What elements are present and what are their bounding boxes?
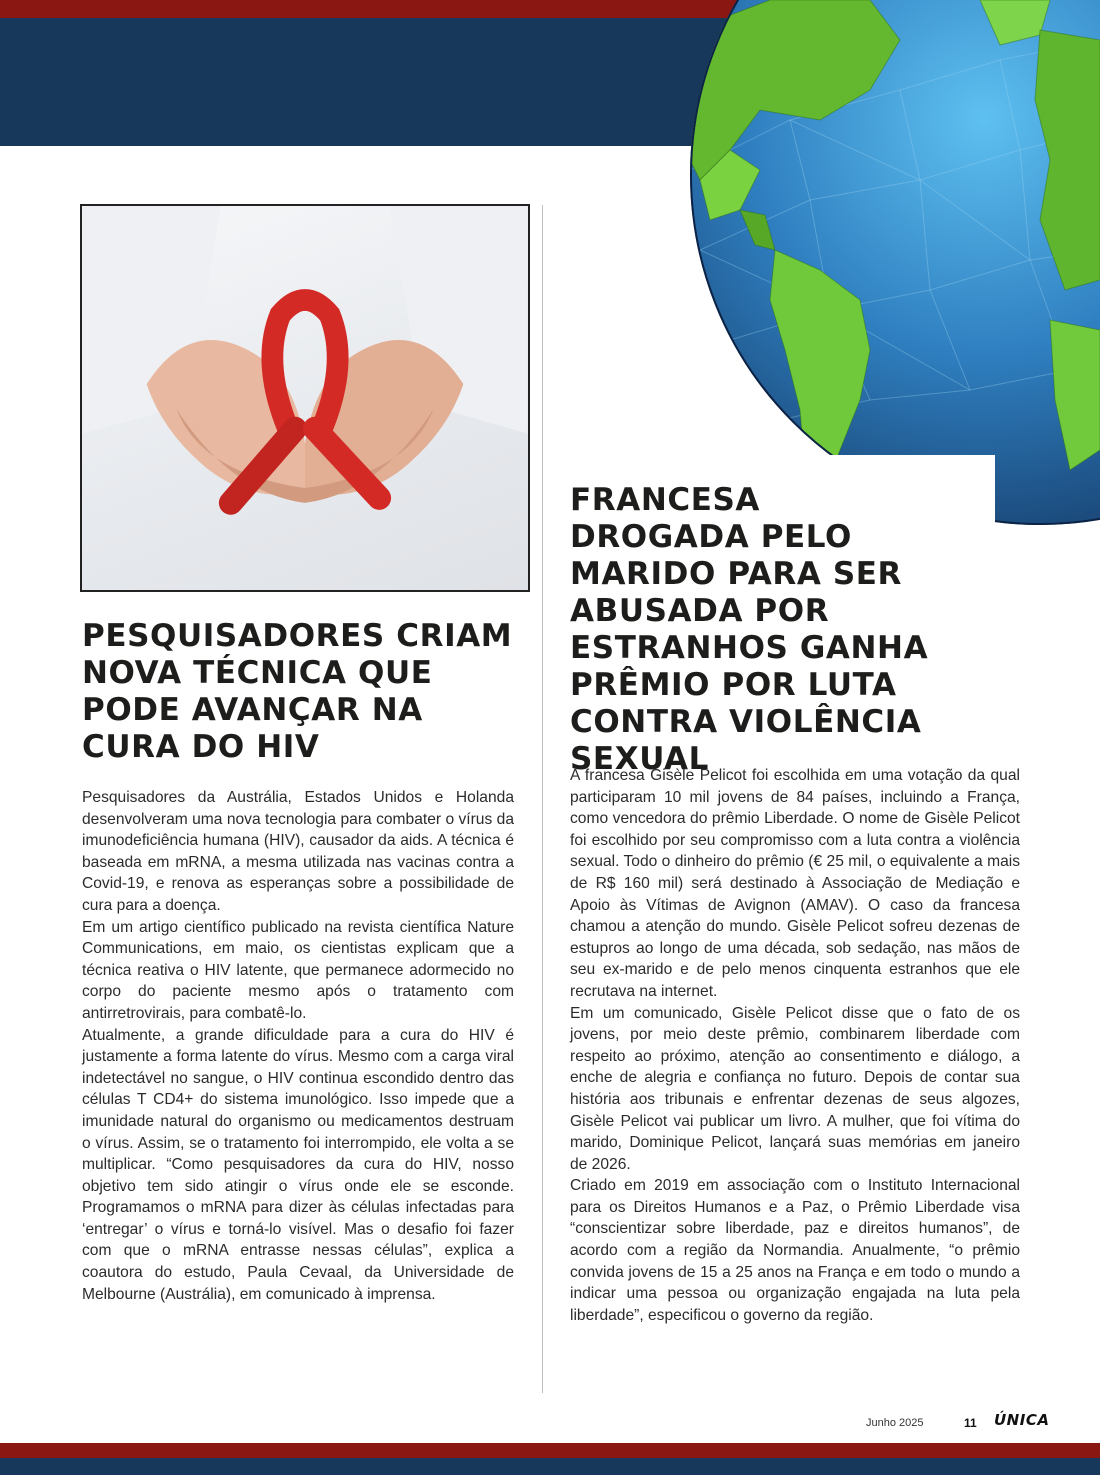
right-article-paragraph: Em um comunicado, Gisèle Pelicot disse que o fato de os jovens, por meio deste prêmio, combinarem liberdade com respeito ao próximo, atenção ao consentimento e diálogo, a enche de alegria e confiança no futuro. Depois de contar sua história aos tribunais e enfrentar dezenas de seus algozes, Gisèle Pelicot vai publicar um livro. A mulher, que foi vítima do marido, Dominique Pelicot, lançará suas memórias em janeiro de 2026. bbox=[570, 1004, 1020, 1173]
red-ribbon-icon bbox=[82, 206, 528, 590]
left-article-paragraph: Pesquisadores da Austrália, Estados Unidos e Holanda desenvolveram uma nova tecnologia para combater o vírus da imunodeficiência humana (HIV), causador da aids. A técnica é baseada em mRNA, a mesma utilizada nas vacinas contra a Covid-19, e renova as esperanças sobre a possibilidade de cura para a doença. bbox=[82, 789, 514, 914]
left-article-paragraph: Em um artigo científico publicado na revista científica Nature Communications, em maio, os cientistas explicam que a técnica reativa o HIV latente, que permanece adormecido no corpo do paciente mesmo após o tratamento com antirretrovirais, para combatê-lo. bbox=[82, 918, 514, 1022]
column-divider bbox=[542, 205, 543, 1393]
right-article-paragraph: Criado em 2019 em associação com o Instituto Internacional para os Direitos Humanos e a Paz, o Prêmio Liberdade visa “conscientizar sobre liberdade, paz e direitos humanos”, de acordo com a região da Normandia. Anualmente, “o prêmio convida jovens de 15 a 25 anos na França e em todo o mundo a indicar uma pessoa ou organização engajada na luta pela liberdade”, especificou o governo da região. bbox=[570, 1177, 1020, 1324]
magazine-logo: ÚNICA bbox=[994, 1411, 1050, 1429]
right-article-headline: FRANCESA DROGADA PELO MARIDO PARA SER ABUSADA POR ESTRANHOS GANHA PRÊMIO POR LUTA CONTRA VIOLÊNCIA SEXUAL bbox=[570, 482, 929, 777]
right-article-body bbox=[570, 765, 1020, 1326]
left-article-body bbox=[82, 787, 514, 1305]
left-article-paragraph: Atualmente, a grande dificuldade para a cura do HIV é justamente a forma latente do vírus. Mesmo com a carga viral indetectável no sangue, o HIV continua escondido dentro das células T CD4+ do sistema imunológico. Isso impede que a imunidade natural do organismo ou medicamentos destruam o vírus. Assim, se o tratamento foi interrompido, ele volta a se multiplicar. “Como pesquisadores da cura do HIV, nosso objetivo tem sido atingir o vírus onde ele se esconde. Programamos o mRNA para dizer às células infectadas para ‘entregar’ o vírus e torná-lo visível. Mas o desafio foi fazer com que o mRNA entrasse nessas células”, explica a coautora do estudo, Paula Cevaal, da Universidade de Melbourne (Austrália), em comunicado à imprensa. bbox=[82, 1026, 514, 1303]
hiv-ribbon-photo bbox=[80, 204, 530, 592]
bottom-red-band bbox=[0, 1443, 1100, 1458]
issue-date: Junho 2025 bbox=[866, 1417, 924, 1429]
globe-illustration bbox=[570, 0, 1100, 525]
bottom-navy-band bbox=[0, 1458, 1100, 1475]
left-article-headline: PESQUISADORES CRIAM NOVA TÉCNICA QUE PODE AVANÇAR NA CURA DO HIV bbox=[82, 618, 513, 765]
page-number: 11 bbox=[964, 1416, 977, 1430]
right-article-paragraph: A francesa Gisèle Pelicot foi escolhida em uma votação da qual participaram 10 mil jovens de 84 países, incluindo a França, como vencedora do prêmio Liberdade. O nome de Gisèle Pelicot foi escolhido por seu compromisso com a luta contra a violência sexual. Todo o dinheiro do prêmio (€ 25 mil, o equivalente a mais de R$ 160 mil) será destinado à Associação de Mediação e Apoio às Vítimas de Avignon (AMAV). O caso da francesa chamou a atenção do mundo. Gisèle Pelicot sofreu dezenas de estupros ao longo de uma década, sob sedação, nas mãos de seu ex-marido e de pelo menos cinquenta estranhos que ele recrutava na internet. bbox=[570, 767, 1020, 1000]
